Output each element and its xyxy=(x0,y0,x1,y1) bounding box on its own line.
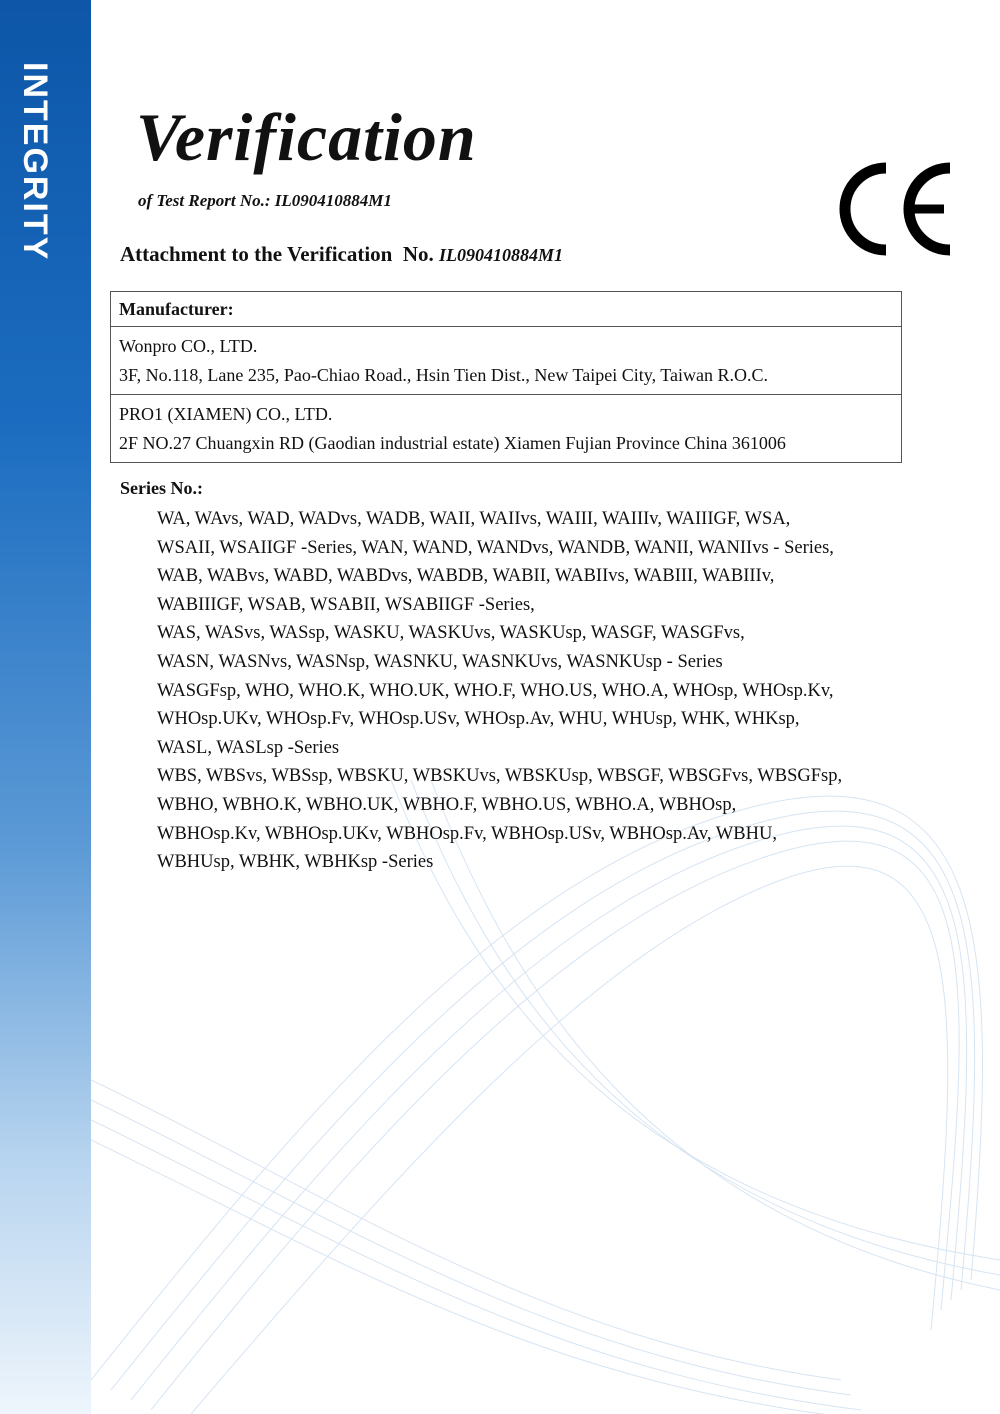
series-line: WASN, WASNvs, WASNsp, WASNKU, WASNKUvs, WASNKUsp - Series xyxy=(157,651,723,672)
series-line: WAB, WABvs, WABD, WABDvs, WABDB, WABII, WABIIvs, WABIII, WABIIIv, xyxy=(157,566,775,587)
attachment-label: Attachment to the Verification xyxy=(120,242,393,266)
manufacturer-name: PRO1 (XIAMEN) CO., LTD. xyxy=(119,404,333,424)
ce-mark-icon xyxy=(826,160,956,258)
sidebar-band xyxy=(0,0,91,1414)
attachment-no-label: No. xyxy=(402,242,434,266)
series-line: WSAII, WSAIIGF -Series, WAN, WAND, WANDvs, WANDB, WANII, WANIIvs - Series, xyxy=(157,537,834,558)
attachment-heading xyxy=(120,242,563,267)
manufacturer-entry xyxy=(111,326,901,394)
series-list xyxy=(157,505,937,877)
document-title: Verification xyxy=(136,99,477,175)
series-line: WBHOsp.Kv, WBHOsp.UKv, WBHOsp.Fv, WBHOsp.USv, WBHOsp.Av, WBHU, xyxy=(157,823,777,844)
manufacturer-name: Wonpro CO., LTD. xyxy=(119,336,258,356)
attachment-number: IL090410884M1 xyxy=(439,245,564,265)
series-line: WA, WAvs, WAD, WADvs, WADB, WAII, WAIIvs, WAIII, WAIIIv, WAIIIGF, WSA, xyxy=(157,509,791,529)
series-line: WABIIIGF, WSAB, WSABII, WSABIIGF -Series, xyxy=(157,594,535,615)
series-line: WASL, WASLsp -Series xyxy=(157,737,340,758)
series-label: Series No.: xyxy=(120,478,203,498)
series-line: WBS, WBSvs, WBSsp, WBSKU, WBSKUvs, WBSKUsp, WBSGF, WBSGFvs, WBSGFsp, xyxy=(157,766,843,787)
series-line: WBHO, WBHO.K, WBHO.UK, WBHO.F, WBHO.US, WBHO.A, WBHOsp, xyxy=(157,794,737,815)
series-line: WHOsp.UKv, WHOsp.Fv, WHOsp.USv, WHOsp.Av, WHU, WHUsp, WHK, WHKsp, xyxy=(157,709,800,730)
manufacturer-address: 2F NO.27 Chuangxin RD (Gaodian industrial estate) Xiamen Fujian Province China 361006 xyxy=(119,433,786,453)
manufacturer-table xyxy=(110,291,902,463)
manufacturer-header: Manufacturer: xyxy=(119,299,234,319)
integrity-logo: INTEGRITY xyxy=(16,62,54,262)
manufacturer-entry xyxy=(111,394,901,462)
manufacturer-address: 3F, No.118, Lane 235, Pao-Chiao Road., Hsin Tien Dist., New Taipei City, Taiwan R.O.C. xyxy=(119,365,769,385)
series-line: WBHUsp, WBHK, WBHKsp -Series xyxy=(157,852,434,873)
series-line: WAS, WASvs, WASsp, WASKU, WASKUvs, WASKUsp, WASGF, WASGFvs, xyxy=(157,623,745,644)
series-line: WASGFsp, WHO, WHO.K, WHO.UK, WHO.F, WHO.US, WHO.A, WHOsp, WHOsp.Kv, xyxy=(157,680,834,701)
report-number-subtitle: of Test Report No.: IL090410884M1 xyxy=(138,191,392,210)
